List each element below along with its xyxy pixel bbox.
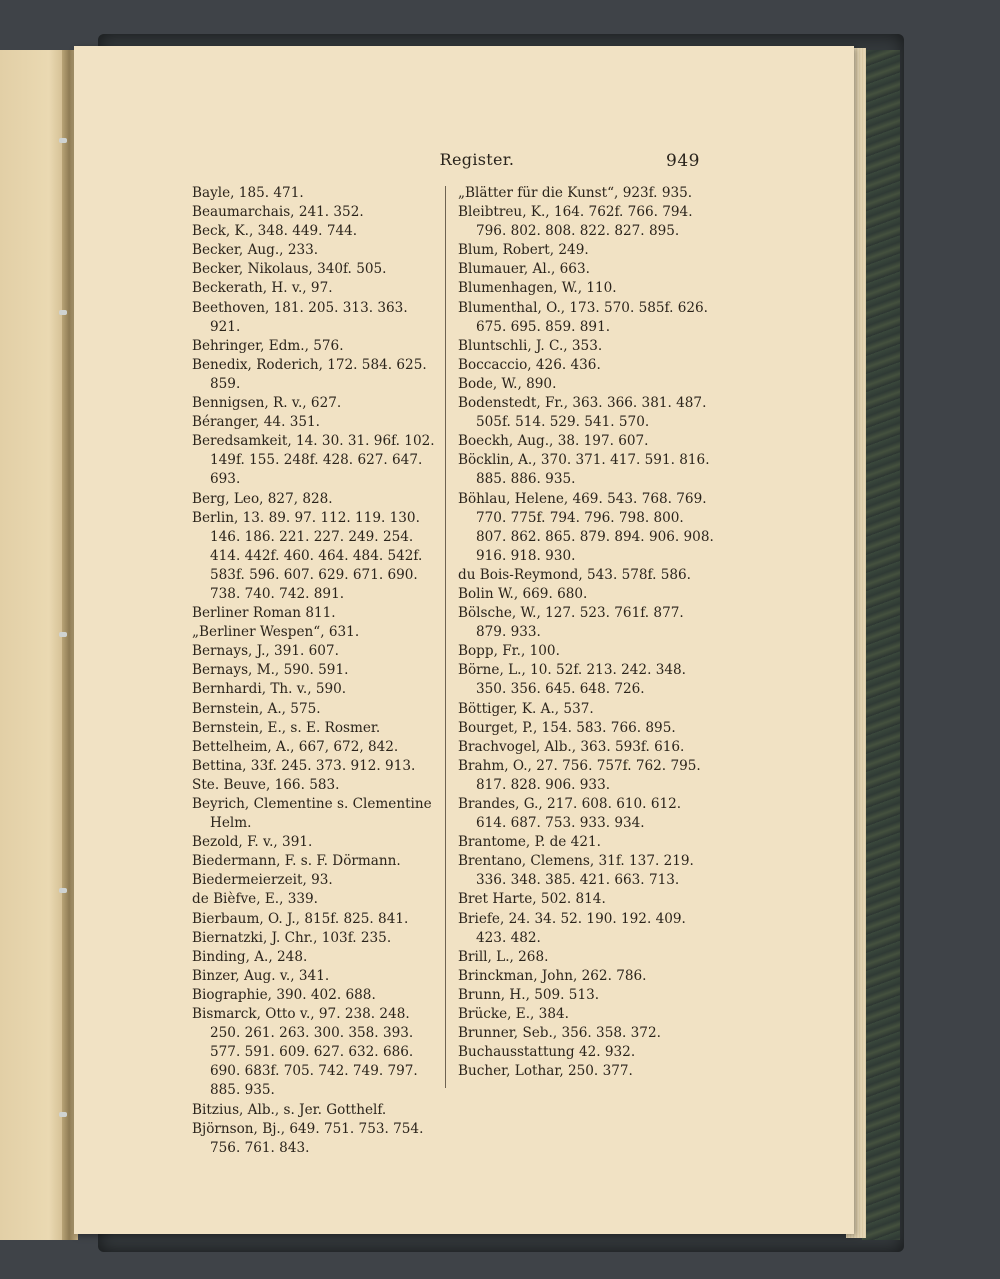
column-divider: [445, 186, 446, 1088]
index-entry: Blumauer, Al., 663.: [458, 261, 590, 278]
index-entry: Brachvogel, Alb., 363. 593f. 616.: [458, 738, 685, 755]
index-entry: Bitzius, Alb., s. Jer. Gotthelf.: [192, 1101, 387, 1118]
index-entry: Bluntschli, J. C., 353.: [458, 337, 603, 354]
index-entry: Bennigsen, R. v., 627.: [192, 395, 342, 412]
index-entry: Bernhardi, Th. v., 590.: [192, 681, 347, 698]
index-entry: Beck, K., 348. 449. 744.: [192, 223, 358, 240]
index-entry: Bezold, F. v., 391.: [192, 834, 313, 851]
index-entry: Bodenstedt, Fr., 363. 366. 381. 487. 505f. 514. 529. 541. 570.: [458, 395, 707, 431]
index-entry: Bernays, M., 590. 591.: [192, 662, 349, 679]
index-entry: Beaumarchais, 241. 352.: [192, 204, 364, 221]
index-entry: Brill, L., 268.: [458, 948, 549, 965]
index-column-right: [458, 184, 714, 1081]
index-entry: Berliner Roman 811.: [192, 605, 336, 622]
binding-staple: [59, 310, 67, 315]
index-entry: Beredsamkeit, 14. 30. 31. 96f. 102. 149f. 155. 248f. 428. 627. 647. 693.: [192, 433, 435, 488]
page-header: [74, 150, 854, 176]
index-entry: Bölsche, W., 127. 523. 761f. 877. 879. 933.: [458, 605, 684, 641]
index-entry: Beethoven, 181. 205. 313. 363. 921.: [192, 299, 408, 335]
index-entry: Bourget, P., 154. 583. 766. 895.: [458, 719, 676, 736]
index-entry: Beyrich, Clementine s. Clementine Helm.: [192, 796, 432, 832]
index-entry: Bolin W., 669. 680.: [458, 585, 588, 602]
index-entry: Biedermeierzeit, 93.: [192, 872, 333, 889]
binding-staple: [59, 888, 67, 893]
left-page-edge: [0, 50, 70, 1240]
index-entry: Brücke, E., 384.: [458, 1006, 569, 1023]
index-entry: Börne, L., 10. 52f. 213. 242. 348. 350. 356. 645. 648. 726.: [458, 662, 686, 698]
index-entry: Brahm, O., 27. 756. 757f. 762. 795. 817. 828. 906. 933.: [458, 757, 701, 793]
index-entry: Böttiger, K. A., 537.: [458, 700, 594, 717]
index-entry: Bierbaum, O. J., 815f. 825. 841.: [192, 910, 409, 927]
index-entry: Biographie, 390. 402. 688.: [192, 986, 376, 1003]
index-entry: Bernstein, E., s. E. Rosmer.: [192, 719, 381, 736]
index-entry: Björnson, Bj., 649. 751. 753. 754. 756. 761. 843.: [192, 1120, 424, 1156]
index-entry: Binding, A., 248.: [192, 948, 308, 965]
index-entry: Boccaccio, 426. 436.: [458, 356, 601, 373]
index-entry: Ste. Beuve, 166. 583.: [192, 776, 340, 793]
index-entry: Bret Harte, 502. 814.: [458, 891, 606, 908]
index-entry: Beckerath, H. v., 97.: [192, 280, 333, 297]
index-entry: Bleibtreu, K., 164. 762f. 766. 794. 796. 802. 808. 822. 827. 895.: [458, 204, 693, 240]
index-entry: Brunn, H., 509. 513.: [458, 986, 600, 1003]
index-entry: Benedix, Roderich, 172. 584. 625. 859.: [192, 356, 427, 392]
index-entry: Behringer, Edm., 576.: [192, 337, 344, 354]
binding-staple: [59, 1112, 67, 1117]
index-entry: Berg, Leo, 827, 828.: [192, 490, 333, 507]
index-entry: Biedermann, F. s. F. Dörmann.: [192, 853, 401, 870]
index-entry: Blum, Robert, 249.: [458, 242, 589, 259]
index-entry: Brandes, G., 217. 608. 610. 612. 614. 687. 753. 933. 934.: [458, 796, 682, 832]
binding-staple: [59, 632, 67, 637]
index-entry: Bayle, 185. 471.: [192, 185, 304, 201]
index-entry: Blumenhagen, W., 110.: [458, 280, 617, 297]
index-entry: Böcklin, A., 370. 371. 417. 591. 816. 885. 886. 935.: [458, 452, 710, 488]
index-entry: Bettina, 33f. 245. 373. 912. 913.: [192, 757, 416, 774]
index-entry: Bismarck, Otto v., 97. 238. 248. 250. 261. 263. 300. 358. 393. 577. 591. 609. 627. 632. 686. 690. 683f. 705. 742. 749. 797. 885. 935.: [192, 1006, 418, 1099]
index-entry: du Bois-Reymond, 543. 578f. 586.: [458, 566, 691, 583]
binding-staple: [59, 138, 67, 143]
index-column-left: [192, 184, 442, 1158]
marbled-cover-edge: [862, 50, 900, 1240]
index-entry: Blumenthal, O., 173. 570. 585f. 626. 675. 695. 859. 891.: [458, 299, 708, 335]
index-entry: Biernatzki, J. Chr., 103f. 235.: [192, 929, 392, 946]
index-entry: Böhlau, Helene, 469. 543. 768. 769. 770. 775f. 794. 796. 798. 800. 807. 862. 865. 879. 894. 906. 908. 916. 918. 930.: [458, 490, 714, 564]
index-entry: de Bièfve, E., 339.: [192, 891, 319, 908]
index-entry: Brunner, Seb., 356. 358. 372.: [458, 1025, 661, 1042]
page-number: 949: [666, 151, 700, 171]
register-page: [74, 46, 854, 1234]
index-entry: Bettelheim, A., 667, 672, 842.: [192, 738, 399, 755]
index-entry: Briefe, 24. 34. 52. 190. 192. 409. 423. 482.: [458, 910, 686, 946]
index-entry: Binzer, Aug. v., 341.: [192, 967, 330, 984]
index-entry: „Berliner Wespen“, 631.: [192, 624, 360, 641]
index-entry: Bernays, J., 391. 607.: [192, 643, 339, 660]
index-entry: Béranger, 44. 351.: [192, 414, 320, 431]
index-entry: Bode, W., 890.: [458, 375, 557, 392]
index-entry: Bopp, Fr., 100.: [458, 643, 560, 660]
index-entry: Berlin, 13. 89. 97. 112. 119. 130. 146. 186. 221. 227. 249. 254. 414. 442f. 460. 464. 484. 542f. 583f. 596. 607. 629. 671. 690. 738. 740. 742. 891.: [192, 509, 423, 602]
index-entry: Brentano, Clemens, 31f. 137. 219. 336. 348. 385. 421. 663. 713.: [458, 853, 694, 889]
index-entry: Bernstein, A., 575.: [192, 700, 321, 717]
index-entry: Becker, Nikolaus, 340f. 505.: [192, 261, 387, 278]
index-entry: „Blätter für die Kunst“, 923f. 935.: [458, 185, 693, 201]
index-entry: Boeckh, Aug., 38. 197. 607.: [458, 433, 649, 450]
index-entry: Brantome, P. de 421.: [458, 834, 601, 851]
index-entry: Buchausstattung 42. 932.: [458, 1044, 636, 1061]
index-entry: Becker, Aug., 233.: [192, 242, 319, 259]
running-head: Register.: [439, 150, 515, 169]
index-entry: Bucher, Lothar, 250. 377.: [458, 1063, 633, 1080]
index-entry: Brinckman, John, 262. 786.: [458, 967, 647, 984]
